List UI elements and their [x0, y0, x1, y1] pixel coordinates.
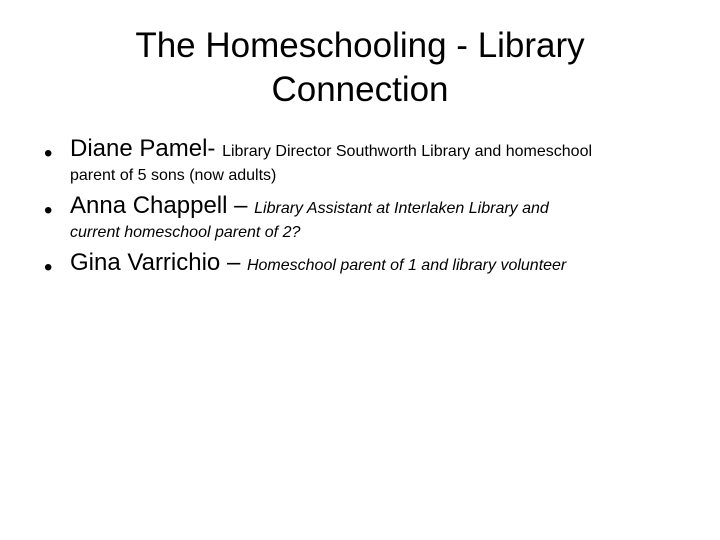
bullet-item-diane-pamel — [40, 134, 690, 187]
slide-title — [60, 24, 660, 112]
bullet-list — [40, 134, 690, 283]
person-description: Homeschool parent of 1 and library volunteer — [246, 257, 567, 274]
bullet-point-icon: • — [44, 254, 53, 281]
bullet-item-anna-chappell — [40, 191, 690, 244]
slide-title-line-2: Connection — [271, 70, 449, 109]
person-name: Diane Pamel- — [70, 135, 223, 162]
person-description-continued: parent of 5 sons (now adults) — [70, 167, 277, 184]
slide-title-line-1: The Homeschooling - Library — [135, 26, 585, 65]
person-description: Library Director Southworth Library and homeschool — [222, 143, 593, 160]
person-name: Anna Chappell – — [70, 192, 255, 219]
bullet-item-gina-varrichio — [40, 248, 690, 279]
person-description: Library Assistant at Interlaken Library and — [254, 200, 549, 217]
person-description-continued: current homeschool parent of 2? — [70, 224, 301, 241]
person-name: Gina Varrichio – — [70, 249, 247, 276]
bullet-point-icon: • — [44, 197, 53, 224]
bullet-point-icon: • — [44, 140, 53, 167]
